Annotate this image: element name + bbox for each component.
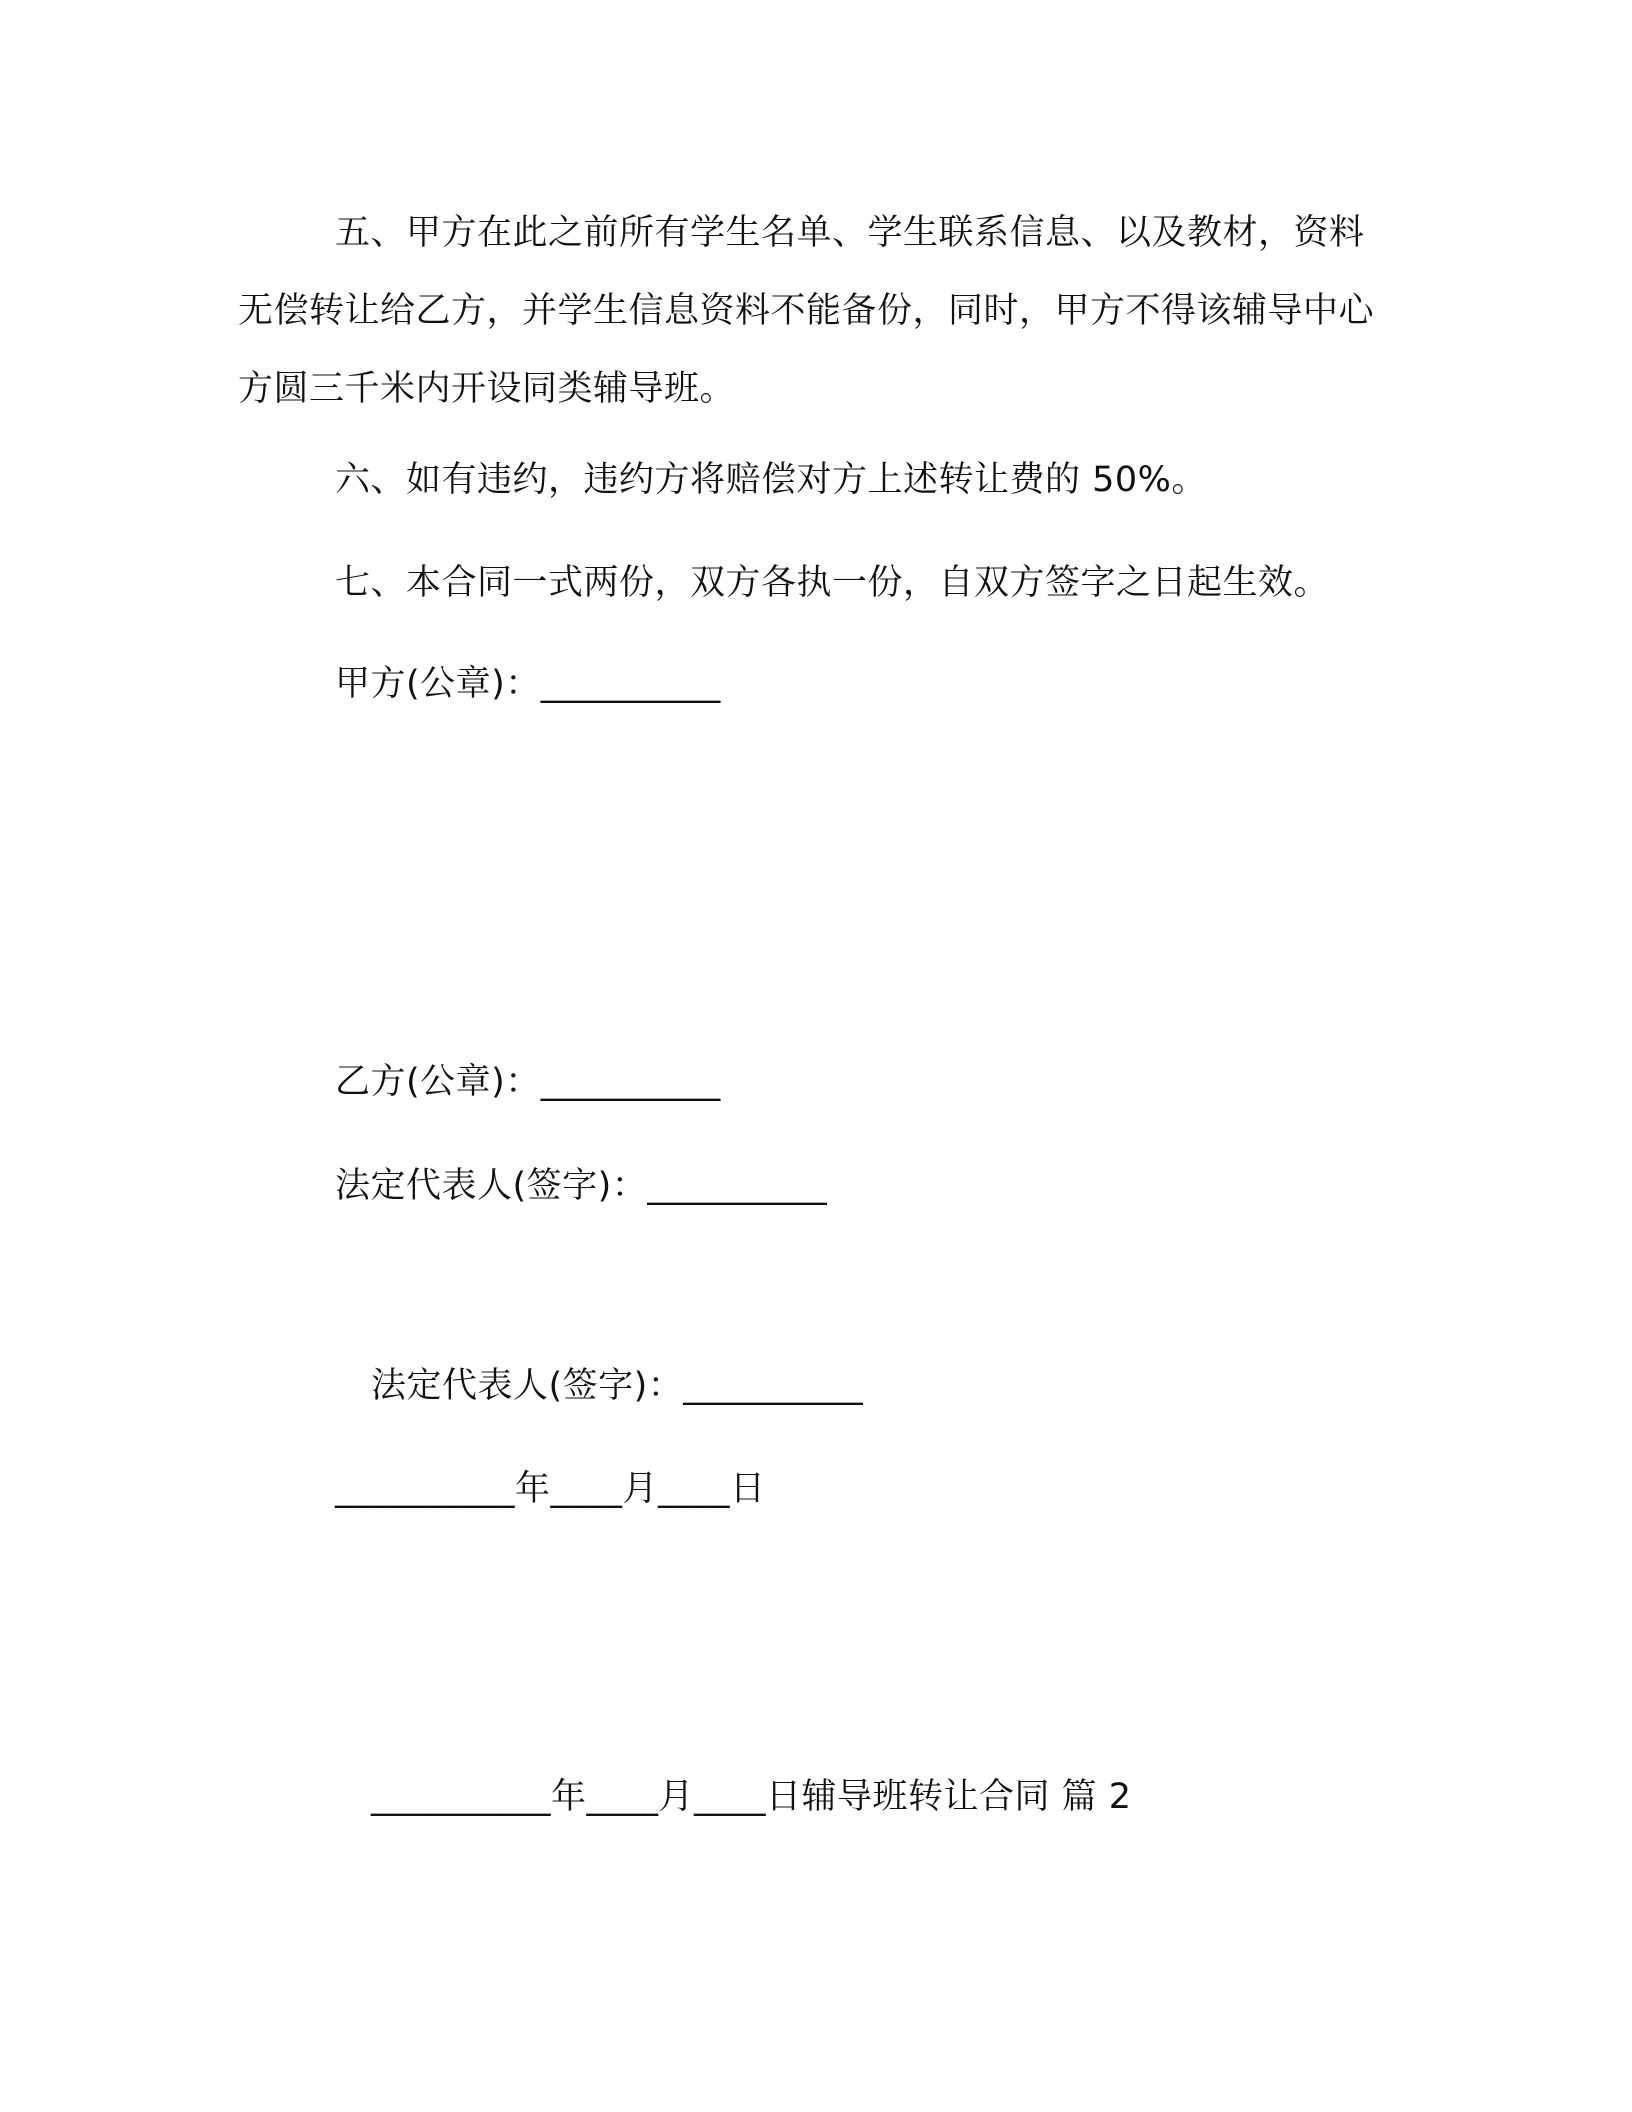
date-line: __________年____月____日: [335, 1469, 766, 1509]
next-section-title: __________年____月____日辅导班转让合同 篇 2: [371, 1777, 1132, 1817]
clause-six: 六、如有违约，违约方将赔偿对方上述转让费的 50%。: [335, 460, 1207, 500]
clause-seven: 七、本合同一式两份，双方各执一份，自双方签字之日起生效。: [335, 563, 1330, 603]
party-b-seal-line: 乙方(公章)：__________: [335, 1062, 721, 1102]
legal-rep-signature-line-1: 法定代表人(签字)：__________: [335, 1166, 828, 1206]
legal-rep-signature-line-2: 法定代表人(签字)：__________: [371, 1366, 864, 1406]
party-a-seal-line: 甲方(公章)：__________: [335, 664, 721, 704]
clause-five: 五、甲方在此之前所有学生名单、学生联系信息、以及教材，资料无偿转让给乙方，并学生信息资料不能备份，同时，甲方不得该辅导中心方圆三千米内开设同类辅导班。: [238, 213, 1375, 409]
